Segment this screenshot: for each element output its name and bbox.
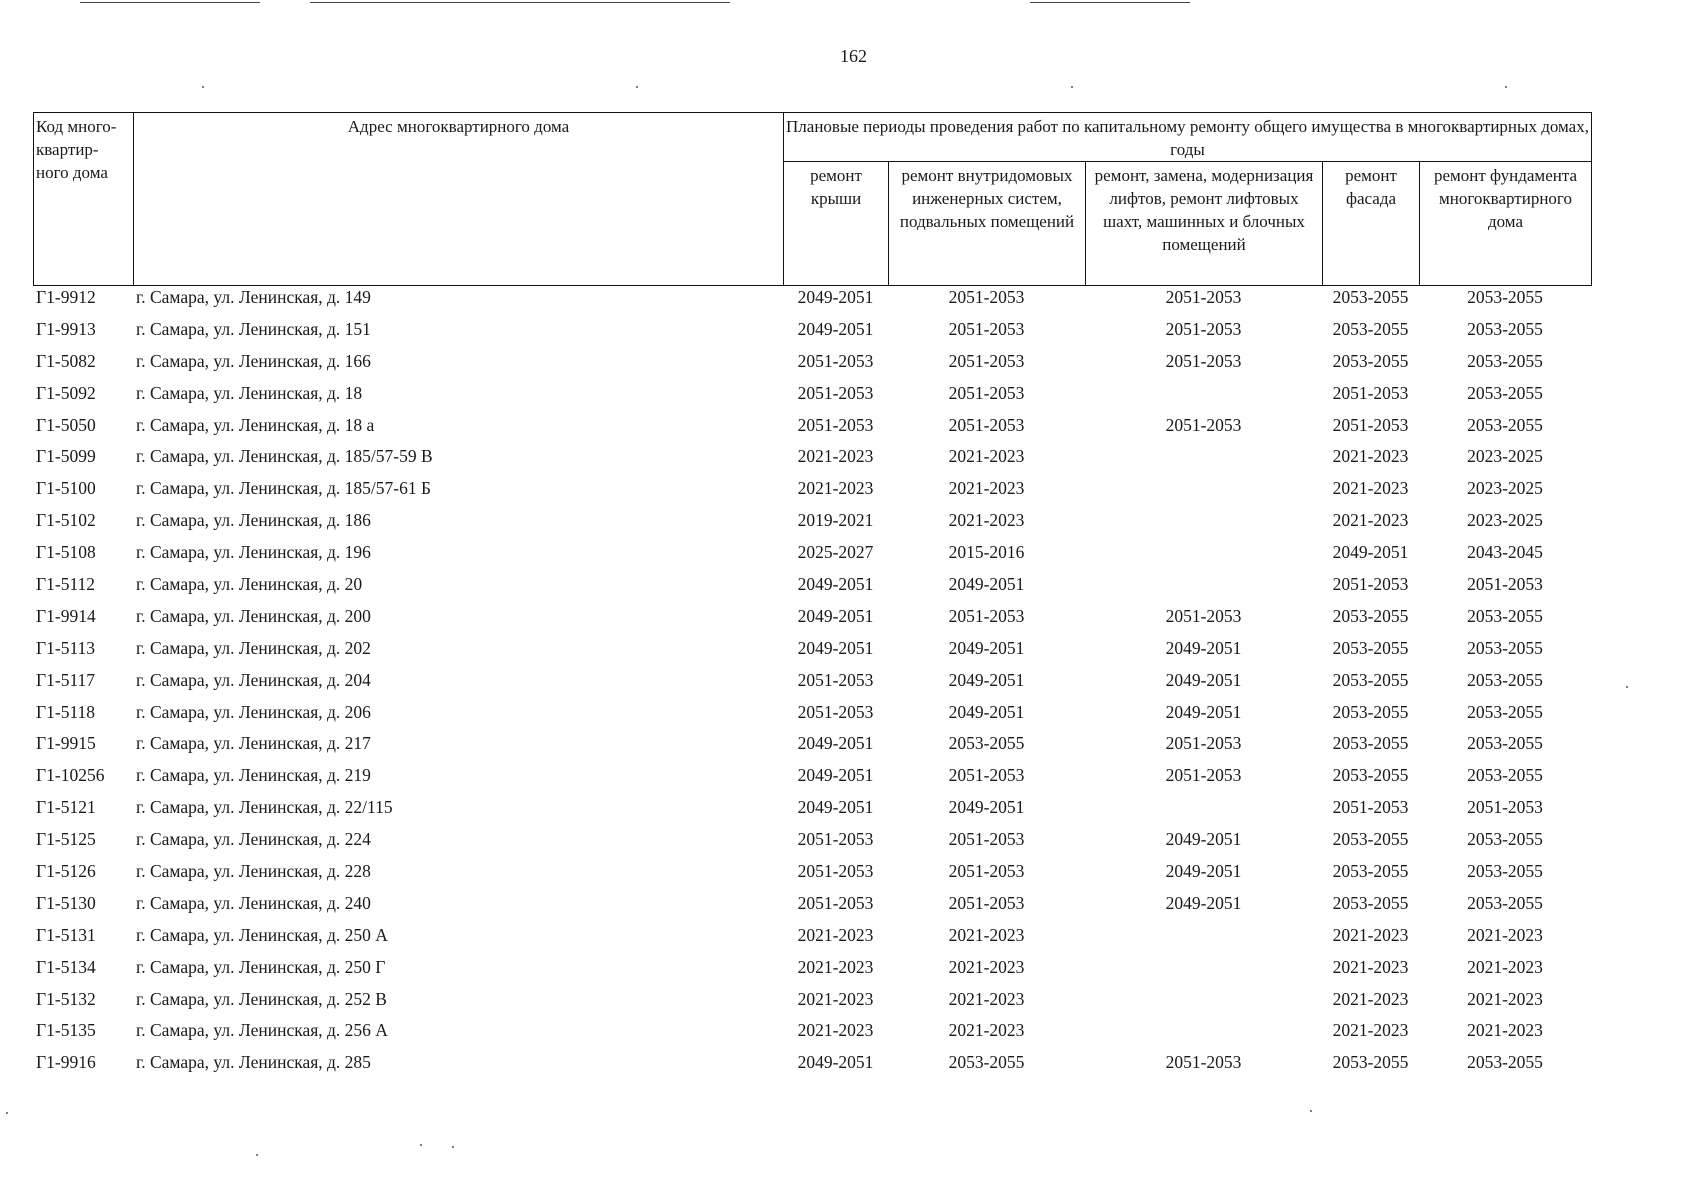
row-roof: 2049-2051 xyxy=(797,733,874,754)
row-facade: 2021-2023 xyxy=(1332,1020,1409,1041)
row-roof: 2049-2051 xyxy=(797,574,874,595)
row-facade: 2051-2053 xyxy=(1332,414,1409,435)
scan-speck xyxy=(1071,86,1073,88)
row-lifts: 2051-2053 xyxy=(1165,605,1242,626)
row-address: г. Самара, ул. Ленинская, д. 185/57-59 В xyxy=(136,446,433,467)
table-row xyxy=(33,287,1591,319)
row-foundation: 2053-2055 xyxy=(1467,287,1543,307)
header-facade: ремонт фасада xyxy=(1323,162,1420,286)
row-address: г. Самара, ул. Ленинская, д. 240 xyxy=(136,892,371,913)
row-foundation: 2053-2055 xyxy=(1467,605,1543,626)
row-engineering: 2053-2055 xyxy=(948,1052,1025,1073)
scan-speck xyxy=(636,86,638,88)
row-roof: 2051-2053 xyxy=(797,350,874,371)
row-address: г. Самара, ул. Ленинская, д. 186 xyxy=(136,510,371,531)
row-foundation: 2053-2055 xyxy=(1467,350,1543,371)
row-lifts: 2049-2051 xyxy=(1165,637,1242,658)
row-address: г. Самара, ул. Ленинская, д. 18 xyxy=(136,382,363,403)
row-engineering: 2021-2023 xyxy=(948,956,1025,977)
row-address: г. Самара, ул. Ленинская, д. 196 xyxy=(136,542,371,563)
row-engineering: 2053-2055 xyxy=(948,733,1025,754)
row-foundation: 2053-2055 xyxy=(1467,318,1543,339)
row-facade: 2053-2055 xyxy=(1332,1052,1409,1073)
data-table xyxy=(33,287,1591,1084)
row-engineering: 2051-2053 xyxy=(948,287,1025,307)
row-engineering: 2049-2051 xyxy=(948,637,1025,658)
header-foundation: ремонт фундамента многоквартирного дома xyxy=(1420,162,1592,286)
row-code: Г1-5121 xyxy=(36,797,96,818)
page-number: 162 xyxy=(840,46,867,66)
row-facade: 2053-2055 xyxy=(1332,669,1409,690)
row-roof: 2051-2053 xyxy=(797,669,874,690)
row-foundation: 2023-2025 xyxy=(1467,446,1543,467)
table-row xyxy=(33,925,1591,957)
row-code: Г1-9912 xyxy=(36,287,96,307)
row-lifts: 2051-2053 xyxy=(1165,765,1242,786)
scan-speck xyxy=(256,1154,258,1156)
row-lifts: 2049-2051 xyxy=(1165,861,1242,882)
row-address: г. Самара, ул. Ленинская, д. 166 xyxy=(136,350,371,371)
row-code: Г1-5108 xyxy=(36,542,96,563)
table-row xyxy=(33,638,1591,670)
row-facade: 2053-2055 xyxy=(1332,318,1409,339)
header-address: Адрес многоквартирного дома xyxy=(134,113,784,286)
row-engineering: 2021-2023 xyxy=(948,988,1025,1009)
row-address: г. Самара, ул. Ленинская, д. 20 xyxy=(136,574,363,595)
row-engineering: 2051-2053 xyxy=(948,861,1025,882)
row-facade: 2053-2055 xyxy=(1332,829,1409,850)
row-address: г. Самара, ул. Ленинская, д. 204 xyxy=(136,669,371,690)
row-address: г. Самара, ул. Ленинская, д. 151 xyxy=(136,318,371,339)
row-foundation: 2021-2023 xyxy=(1467,1020,1543,1041)
row-foundation: 2021-2023 xyxy=(1467,988,1543,1009)
row-address: г. Самара, ул. Ленинская, д. 250 Г xyxy=(136,956,386,977)
row-address: г. Самара, ул. Ленинская, д. 228 xyxy=(136,861,371,882)
row-facade: 2053-2055 xyxy=(1332,637,1409,658)
row-roof: 2051-2053 xyxy=(797,829,874,850)
row-foundation: 2053-2055 xyxy=(1467,829,1543,850)
row-roof: 2021-2023 xyxy=(797,924,874,945)
row-foundation: 2053-2055 xyxy=(1467,1052,1543,1073)
row-engineering: 2049-2051 xyxy=(948,669,1025,690)
row-code: Г1-10256 xyxy=(36,765,105,786)
row-lifts xyxy=(1085,957,1322,989)
row-address: г. Самара, ул. Ленинская, д. 252 В xyxy=(136,988,387,1009)
row-foundation: 2053-2055 xyxy=(1467,701,1543,722)
row-address: г. Самара, ул. Ленинская, д. 217 xyxy=(136,733,371,754)
row-engineering: 2049-2051 xyxy=(948,797,1025,818)
table-row xyxy=(33,478,1591,510)
row-facade: 2051-2053 xyxy=(1332,797,1409,818)
row-address: г. Самара, ул. Ленинская, д. 224 xyxy=(136,829,371,850)
row-roof: 2049-2051 xyxy=(797,765,874,786)
row-facade: 2053-2055 xyxy=(1332,765,1409,786)
row-code: Г1-5102 xyxy=(36,510,96,531)
row-foundation: 2053-2055 xyxy=(1467,733,1543,754)
row-code: Г1-5082 xyxy=(36,350,96,371)
row-engineering: 2021-2023 xyxy=(948,510,1025,531)
row-facade: 2021-2023 xyxy=(1332,510,1409,531)
row-engineering: 2051-2053 xyxy=(948,382,1025,403)
row-address: г. Самара, ул. Ленинская, д. 200 xyxy=(136,605,371,626)
table-row xyxy=(33,670,1591,702)
row-foundation: 2053-2055 xyxy=(1467,765,1543,786)
row-roof: 2025-2027 xyxy=(797,542,874,563)
row-engineering: 2051-2053 xyxy=(948,318,1025,339)
scan-speck xyxy=(1505,86,1507,88)
row-roof: 2019-2021 xyxy=(797,510,874,531)
row-roof: 2021-2023 xyxy=(797,988,874,1009)
row-foundation: 2023-2025 xyxy=(1467,478,1543,499)
row-engineering: 2051-2053 xyxy=(948,350,1025,371)
row-facade: 2021-2023 xyxy=(1332,924,1409,945)
table-row xyxy=(33,319,1591,351)
header-engineering: ремонт внутридомовых инженерных систем, подвальных помещений xyxy=(889,162,1086,286)
scan-line xyxy=(310,2,730,3)
row-lifts: 2049-2051 xyxy=(1165,829,1242,850)
row-roof: 2051-2053 xyxy=(797,861,874,882)
row-roof: 2051-2053 xyxy=(797,382,874,403)
row-engineering: 2051-2053 xyxy=(948,892,1025,913)
row-lifts xyxy=(1085,989,1322,1021)
header-periods: Плановые периоды проведения работ по капитальному ремонту общего имущества в многоквартирных домах, годы xyxy=(784,113,1592,162)
row-roof: 2049-2051 xyxy=(797,637,874,658)
row-code: Г1-9913 xyxy=(36,318,96,339)
row-facade: 2051-2053 xyxy=(1332,574,1409,595)
row-foundation: 2021-2023 xyxy=(1467,956,1543,977)
row-address: г. Самара, ул. Ленинская, д. 250 А xyxy=(136,924,388,945)
row-foundation: 2051-2053 xyxy=(1467,797,1543,818)
table-row xyxy=(33,1052,1591,1084)
table-header xyxy=(33,112,1592,286)
table-row xyxy=(33,351,1591,383)
row-foundation: 2053-2055 xyxy=(1467,414,1543,435)
row-lifts: 2051-2053 xyxy=(1165,287,1242,307)
scan-speck xyxy=(420,1144,422,1146)
row-roof: 2051-2053 xyxy=(797,892,874,913)
row-code: Г1-5050 xyxy=(36,414,96,435)
row-code: Г1-5134 xyxy=(36,956,96,977)
row-code: Г1-5118 xyxy=(36,701,96,722)
row-address: г. Самара, ул. Ленинская, д. 256 А xyxy=(136,1020,388,1041)
row-facade: 2051-2053 xyxy=(1332,382,1409,403)
row-roof: 2021-2023 xyxy=(797,1020,874,1041)
row-code: Г1-5126 xyxy=(36,861,96,882)
scan-speck xyxy=(452,1146,454,1148)
header-lifts: ремонт, замена, модернизация лифтов, ремонт лифтовых шахт, машинных и блочных помещений xyxy=(1086,162,1323,286)
row-roof: 2049-2051 xyxy=(797,287,874,307)
row-engineering: 2021-2023 xyxy=(948,924,1025,945)
row-engineering: 2021-2023 xyxy=(948,446,1025,467)
row-code: Г1-5113 xyxy=(36,637,96,658)
row-foundation: 2053-2055 xyxy=(1467,892,1543,913)
table-row xyxy=(33,861,1591,893)
scan-line xyxy=(80,2,260,3)
row-code: Г1-9916 xyxy=(36,1052,96,1073)
row-foundation: 2053-2055 xyxy=(1467,669,1543,690)
header-code: Код много-квартир-ного дома xyxy=(34,113,134,286)
row-code: Г1-5099 xyxy=(36,446,96,467)
row-address: г. Самара, ул. Ленинская, д. 22/115 xyxy=(136,797,393,818)
row-engineering: 2051-2053 xyxy=(948,829,1025,850)
table-row xyxy=(33,606,1591,638)
table-body xyxy=(33,287,1591,1084)
scan-line xyxy=(1030,2,1190,3)
row-facade: 2053-2055 xyxy=(1332,701,1409,722)
row-code: Г1-5132 xyxy=(36,988,96,1009)
row-lifts xyxy=(1085,446,1322,478)
row-code: Г1-5117 xyxy=(36,669,96,690)
scan-speck xyxy=(1626,686,1628,688)
table-row xyxy=(33,1020,1591,1052)
row-lifts: 2051-2053 xyxy=(1165,414,1242,435)
row-lifts: 2049-2051 xyxy=(1165,669,1242,690)
table-row xyxy=(33,797,1591,829)
table-row xyxy=(33,510,1591,542)
row-code: Г1-5135 xyxy=(36,1020,96,1041)
row-foundation: 2021-2023 xyxy=(1467,924,1543,945)
row-address: г. Самара, ул. Ленинская, д. 185/57-61 Б xyxy=(136,478,432,499)
row-foundation: 2053-2055 xyxy=(1467,637,1543,658)
row-engineering: 2015-2016 xyxy=(948,542,1025,563)
row-lifts: 2051-2053 xyxy=(1165,1052,1242,1073)
row-foundation: 2053-2055 xyxy=(1467,382,1543,403)
row-lifts: 2051-2053 xyxy=(1165,350,1242,371)
row-engineering: 2051-2053 xyxy=(948,765,1025,786)
row-lifts xyxy=(1085,1020,1322,1052)
row-facade: 2049-2051 xyxy=(1332,542,1409,563)
row-foundation: 2053-2055 xyxy=(1467,861,1543,882)
row-lifts xyxy=(1085,510,1322,542)
table-row xyxy=(33,542,1591,574)
table-row xyxy=(33,733,1591,765)
row-engineering: 2051-2053 xyxy=(948,605,1025,626)
row-roof: 2021-2023 xyxy=(797,446,874,467)
row-engineering: 2051-2053 xyxy=(948,414,1025,435)
row-code: Г1-5112 xyxy=(36,574,96,595)
row-lifts xyxy=(1085,478,1322,510)
row-facade: 2053-2055 xyxy=(1332,350,1409,371)
row-engineering: 2049-2051 xyxy=(948,574,1025,595)
table-row xyxy=(33,957,1591,989)
table-row xyxy=(33,829,1591,861)
scan-speck xyxy=(202,86,204,88)
row-address: г. Самара, ул. Ленинская, д. 285 xyxy=(136,1052,371,1073)
row-code: Г1-5100 xyxy=(36,478,96,499)
table-row xyxy=(33,765,1591,797)
row-code: Г1-5092 xyxy=(36,382,96,403)
row-facade: 2021-2023 xyxy=(1332,956,1409,977)
row-lifts: 2051-2053 xyxy=(1165,733,1242,754)
row-foundation: 2051-2053 xyxy=(1467,574,1543,595)
header-roof: ремонт крыши xyxy=(784,162,889,286)
row-lifts xyxy=(1085,797,1322,829)
row-foundation: 2043-2045 xyxy=(1467,542,1543,563)
row-code: Г1-9915 xyxy=(36,733,96,754)
row-lifts: 2049-2051 xyxy=(1165,892,1242,913)
row-facade: 2053-2055 xyxy=(1332,861,1409,882)
row-code: Г1-9914 xyxy=(36,605,96,626)
row-facade: 2053-2055 xyxy=(1332,287,1409,307)
row-engineering: 2049-2051 xyxy=(948,701,1025,722)
row-facade: 2053-2055 xyxy=(1332,605,1409,626)
row-lifts: 2049-2051 xyxy=(1165,701,1242,722)
row-roof: 2049-2051 xyxy=(797,318,874,339)
row-address: г. Самара, ул. Ленинская, д. 18 а xyxy=(136,414,375,435)
row-roof: 2049-2051 xyxy=(797,1052,874,1073)
row-facade: 2021-2023 xyxy=(1332,988,1409,1009)
row-engineering: 2021-2023 xyxy=(948,478,1025,499)
scan-speck xyxy=(1310,1110,1312,1112)
row-facade: 2021-2023 xyxy=(1332,478,1409,499)
row-roof: 2049-2051 xyxy=(797,797,874,818)
table-row xyxy=(33,415,1591,447)
row-facade: 2053-2055 xyxy=(1332,733,1409,754)
row-address: г. Самара, ул. Ленинская, д. 206 xyxy=(136,701,371,722)
row-code: Г1-5130 xyxy=(36,892,96,913)
row-code: Г1-5125 xyxy=(36,829,96,850)
row-address: г. Самара, ул. Ленинская, д. 202 xyxy=(136,637,371,658)
row-lifts xyxy=(1085,542,1322,574)
row-roof: 2051-2053 xyxy=(797,701,874,722)
table-row xyxy=(33,989,1591,1021)
row-lifts: 2051-2053 xyxy=(1165,318,1242,339)
row-address: г. Самара, ул. Ленинская, д. 219 xyxy=(136,765,371,786)
scan-speck xyxy=(6,1112,8,1114)
table-row xyxy=(33,446,1591,478)
row-engineering: 2021-2023 xyxy=(948,1020,1025,1041)
row-foundation: 2023-2025 xyxy=(1467,510,1543,531)
row-lifts xyxy=(1085,925,1322,957)
row-facade: 2021-2023 xyxy=(1332,446,1409,467)
table-row xyxy=(33,574,1591,606)
row-roof: 2051-2053 xyxy=(797,414,874,435)
row-code: Г1-5131 xyxy=(36,924,96,945)
row-lifts xyxy=(1085,574,1322,606)
row-roof: 2021-2023 xyxy=(797,478,874,499)
table-row xyxy=(33,893,1591,925)
table-row xyxy=(33,383,1591,415)
row-roof: 2049-2051 xyxy=(797,605,874,626)
row-roof: 2021-2023 xyxy=(797,956,874,977)
row-lifts xyxy=(1085,383,1322,415)
row-facade: 2053-2055 xyxy=(1332,892,1409,913)
row-address: г. Самара, ул. Ленинская, д. 149 xyxy=(136,287,371,307)
table-row xyxy=(33,702,1591,734)
